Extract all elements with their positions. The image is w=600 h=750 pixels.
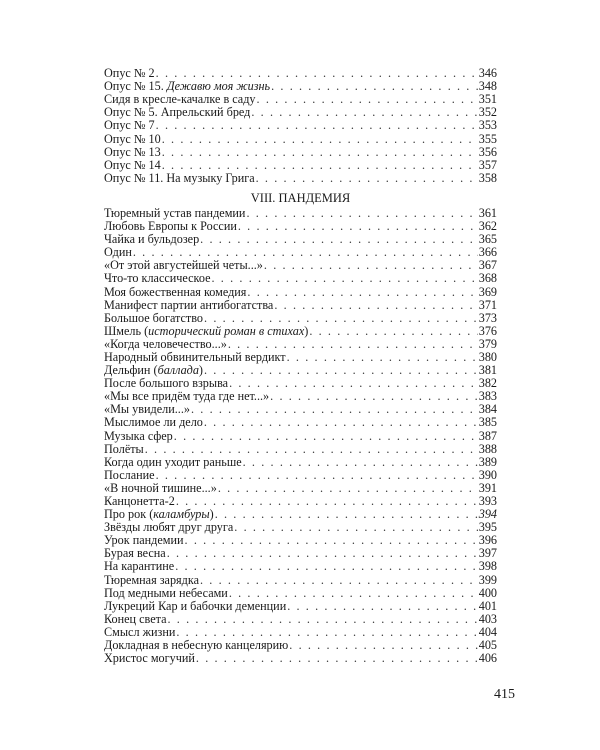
entry-title-italic-part: исторический роман в стихах [148,323,305,338]
entry-title-part: «Мы увидели...» [104,402,190,417]
entry-title-part: Дельфин ( [104,363,158,378]
entry-title-part: На карантине [104,559,175,574]
toc-entries-top [104,67,497,185]
dot-leader [215,508,478,521]
entry-title-part: Под медными небесами [104,585,228,600]
entry-title-part: Сидя в кресле-качалке в саду [104,92,256,107]
entry-page-number: 376 [478,323,497,338]
toc-entry [104,285,497,298]
entry-title [104,574,199,587]
entry-title-part: Тюремная зарядка [104,572,200,587]
entry-page-number: 382 [478,376,497,391]
toc-entry [104,233,497,246]
toc-entry [104,560,497,573]
dot-leader [218,482,478,495]
page-number: 415 [494,687,515,702]
entry-title [104,416,203,429]
entry-title-part: Когда один уходит раньше [104,454,242,469]
toc-entry [104,600,497,613]
entry-title-part: Бурая весна [104,546,166,561]
entry-title [104,146,161,159]
toc-entry [104,534,497,547]
section-heading: VIII. ПАНДЕМИЯ [250,190,351,205]
entry-page-number: 399 [478,572,497,587]
entry-title-part: ) [198,363,203,378]
entry-title-part: Тюремный устав пандемии [104,205,246,220]
entry-title-part: После большого взрыва [104,376,229,391]
dot-leader [200,233,478,246]
entry-title-part: Конец света [104,611,167,626]
dot-leader [246,207,477,220]
entry-title [104,220,237,233]
entry-page-number: 348 [478,79,497,94]
toc-entry [104,338,497,351]
toc-entries-section [104,207,497,665]
toc-entry [104,67,497,80]
toc-entry [104,106,497,119]
entry-title-part: Послание [104,467,155,482]
dot-leader [162,133,478,146]
entry-page-number: 357 [478,157,497,172]
entry-title [104,456,242,469]
entry-title [104,93,256,106]
dot-leader [156,119,478,132]
dot-leader [145,443,478,456]
toc-entry [104,119,497,132]
entry-title [104,106,250,119]
entry-title-part: Музыка сфер [104,428,173,443]
entry-page-number: 367 [478,258,497,273]
entry-page-number: 405 [478,638,497,653]
entry-title [104,338,227,351]
entry-page-number: 346 [478,66,497,81]
dot-leader [287,351,478,364]
dot-leader [243,456,478,469]
entry-title-part: Манифест партии антибогатства [104,297,274,312]
dot-leader [196,652,478,665]
entry-title [104,272,211,285]
entry-page-number: 383 [478,389,497,404]
toc-entry [104,587,497,600]
toc-entry [104,390,497,403]
entry-title [104,560,174,573]
dot-leader [162,146,478,159]
entry-page-number: 390 [478,467,497,482]
entry-title [104,259,263,272]
entry-page-number: 361 [478,205,497,220]
dot-leader [175,560,478,573]
dot-leader [204,364,478,377]
entry-title [104,377,228,390]
dot-leader [185,534,478,547]
entry-title-part: Чайка и бульдозер [104,232,200,247]
entry-title-part: Народный обвинительный вердикт [104,349,286,364]
entry-title-part: Опус № 10 [104,131,161,146]
entry-page-number: 389 [478,454,497,469]
entry-title-part: Смысл жизни [104,624,176,639]
entry-title-part: Опус № 2 [104,66,155,81]
entry-page-number: 395 [478,520,497,535]
dot-leader [229,587,478,600]
entry-title-part: Шмель ( [104,323,149,338]
entry-title-part: Полёты [104,441,144,456]
entry-page-number: 391 [478,480,497,495]
entry-title [104,286,246,299]
entry-title-part: Большое богатство [104,310,204,325]
toc-entry [104,172,497,185]
dot-leader [287,600,478,613]
entry-page-number: 352 [478,105,497,120]
entry-title [104,312,203,325]
toc-entry [104,613,497,626]
toc-entry [104,403,497,416]
dot-leader [264,259,478,272]
entry-page-number: 394 [478,507,497,522]
entry-page-number: 384 [478,402,497,417]
dot-leader [251,106,477,119]
dot-leader [174,430,478,443]
entry-page-number: 365 [478,232,497,247]
entry-page-number: 369 [478,284,497,299]
dot-leader [156,469,478,482]
dot-leader [309,325,477,338]
entry-title [104,390,269,403]
entry-title [104,508,214,521]
toc-entry [104,469,497,482]
dot-leader [238,220,478,233]
toc-entry [104,626,497,639]
dot-leader [257,93,478,106]
entry-title-part: «В ночной тишине...» [104,480,217,495]
toc-entry [104,93,497,106]
entry-title-part: Опус № 14 [104,157,161,172]
entry-title [104,443,144,456]
toc-entry [104,246,497,259]
entry-title-part: ) [209,507,214,522]
toc-entry [104,443,497,456]
entry-title [104,600,286,613]
toc-entry [104,639,497,652]
entry-title-italic-part: Дежавю моя жизнь [166,79,271,94]
entry-title-part: Опус № 11. На музыку Грига [104,170,255,185]
dot-leader [200,574,478,587]
toc-entry [104,495,497,508]
entry-title-part: «Мы все придём туда где нет...» [104,389,270,404]
toc-entry [104,456,497,469]
entry-title-part: Опус № 7 [104,118,155,133]
entry-title [104,351,286,364]
entry-title [104,80,270,93]
dot-leader [256,172,478,185]
dot-leader [204,312,478,325]
entry-title [104,67,155,80]
toc-entry [104,259,497,272]
entry-page-number: 398 [478,559,497,574]
toc-entry [104,652,497,665]
entry-title-italic-part: баллада [157,363,199,378]
dot-leader [176,626,477,639]
dot-leader [271,80,478,93]
entry-page-number: 380 [478,349,497,364]
dot-leader [212,272,478,285]
entry-title [104,325,308,338]
entry-title [104,469,155,482]
entry-title [104,482,217,495]
entry-title [104,534,184,547]
toc-entry [104,364,497,377]
entry-title [104,133,161,146]
entry-title-part: Опус № 5. Апрельский бред [104,105,251,120]
toc-entry [104,220,497,233]
dot-leader [228,338,478,351]
entry-page-number: 368 [478,271,497,286]
entry-title [104,547,166,560]
entry-title-part: Мыслимое ли дело [104,415,203,430]
dot-leader [229,377,478,390]
table-of-contents [104,67,497,665]
entry-title-part: Опус № 15. [104,79,167,94]
entry-title [104,364,203,377]
entry-title-part: Звёзды любят друг друга [104,520,234,535]
entry-title [104,652,195,665]
entry-page-number: 351 [478,92,497,107]
dot-leader [289,639,477,652]
entry-title [104,495,175,508]
toc-entry [104,377,497,390]
entry-title [104,430,173,443]
entry-page-number: 396 [478,533,497,548]
entry-page-number: 379 [478,336,497,351]
entry-page-number: 353 [478,118,497,133]
dot-leader [270,390,478,403]
entry-title-part: ) [304,323,309,338]
dot-leader [204,416,478,429]
entry-title-part: «От этой августейшей четы...» [104,258,263,273]
toc-entry [104,482,497,495]
toc-entry [104,159,497,172]
toc-entry [104,146,497,159]
entry-page-number: 356 [478,144,497,159]
toc-entry [104,521,497,534]
dot-leader [167,547,478,560]
toc-entry [104,351,497,364]
entry-page-number: 393 [478,494,497,508]
entry-page-number: 366 [478,245,497,260]
toc-entry [104,416,497,429]
dot-leader [168,613,478,626]
entry-title-part: Канцонетта-2 [104,494,175,508]
toc-entry [104,207,497,220]
dot-leader [176,495,478,508]
entry-title [104,172,255,185]
toc-entry [104,547,497,560]
entry-title-part: Любовь Европы к России [104,219,237,234]
entry-page-number: 397 [478,546,497,561]
dot-leader [156,67,478,80]
entry-title [104,207,245,220]
entry-title-part: Урок пандемии [104,533,184,548]
toc-entry [104,429,497,442]
entry-title [104,299,273,312]
entry-title-part: Про рок ( [104,507,154,522]
entry-page-number: 362 [478,219,497,234]
entry-title [104,587,228,600]
entry-title-part: Христос могучий [104,651,195,666]
entry-title-part: «Когда человечество...» [104,336,227,351]
toc-entry [104,132,497,145]
entry-page-number: 358 [478,170,497,185]
entry-title [104,119,155,132]
toc-entry [104,508,497,521]
entry-page-number: 387 [478,428,497,443]
entry-title-part: Докладная в небесную канцелярию [104,638,289,653]
toc-entry [104,272,497,285]
dot-leader [247,286,477,299]
entry-page-number: 355 [478,131,497,146]
dot-leader [191,403,478,416]
entry-title-part: Опус № 13 [104,144,161,159]
dot-leader [162,159,478,172]
entry-title [104,233,199,246]
entry-page-number: 404 [478,624,497,639]
toc-entry [104,573,497,586]
entry-title-part: Что-то классическое [104,271,211,286]
entry-title [104,246,132,259]
entry-page-number: 388 [478,441,497,456]
entry-title-part: Один [104,245,132,260]
entry-title-part: Моя божественная комедия [104,284,247,299]
entry-page-number: 406 [478,651,497,666]
entry-title [104,403,190,416]
entry-page-number: 403 [478,611,497,626]
dot-leader [133,246,478,259]
entry-title [104,626,175,639]
entry-title [104,159,161,172]
dot-leader [274,299,477,312]
dot-leader [234,521,477,534]
toc-entry [104,312,497,325]
entry-page-number: 385 [478,415,497,430]
entry-title [104,521,233,534]
entry-page-number: 381 [478,363,497,378]
entry-page-number: 400 [478,585,497,600]
entry-page-number: 373 [478,310,497,325]
toc-entry [104,80,497,93]
toc-entry [104,299,497,312]
toc-entry [104,325,497,338]
entry-title-italic-part: каламбуры [153,507,210,522]
entry-title [104,613,167,626]
entry-page-number: 371 [478,297,497,312]
entry-title [104,639,288,652]
entry-title-part: Лукреций Кар и бабочки деменции [104,598,287,613]
entry-page-number: 401 [478,598,497,613]
